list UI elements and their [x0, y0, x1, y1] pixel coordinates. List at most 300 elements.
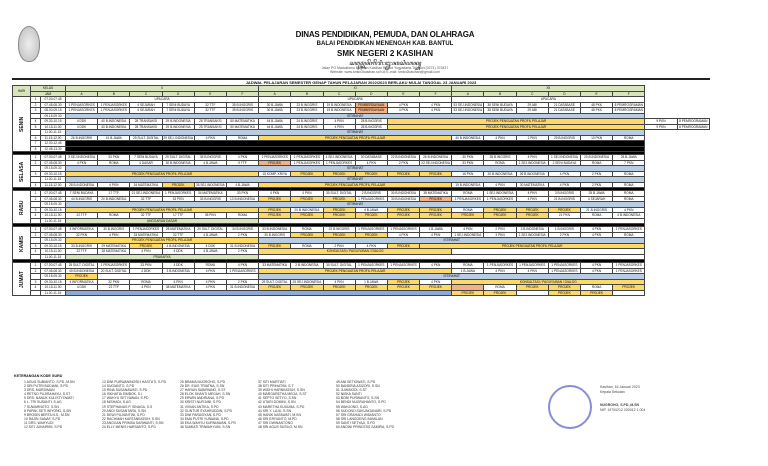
- teacher-code-entry: 8 PAPAK SETI WIYONO, S.SN: [24, 408, 71, 413]
- lesson-cell: 33 PKN: [130, 263, 162, 269]
- lesson-cell: 4 PKN: [452, 227, 484, 233]
- teacher-code-entry: 44 SRI Y. LAJU, S.SN: [258, 408, 292, 413]
- lesson-cell: 4 PKN: [387, 102, 419, 108]
- lesson-cell: PROJEK PENGUATAN PROFIL PELAJAR: [259, 268, 452, 274]
- office-name: BALAI PENDIDIKAN MENENGAH KAB. BANTUL: [316, 41, 454, 47]
- lesson-cell: 30 B.JAWA: [259, 102, 291, 108]
- lesson-cell: 25 TRANSAKSI: [194, 124, 226, 130]
- lesson-cell: 30 B.INGGRIS: [259, 232, 291, 238]
- lesson-time: 11.15-12.00: [41, 182, 66, 188]
- teacher-code-entry: 58 SRI LANGGENG BUMILAN: [336, 416, 383, 421]
- lesson-cell: PROJEK: [323, 213, 355, 219]
- lesson-cell: 4 PKN: [323, 279, 355, 285]
- lesson-cell: 4 SEJARAH: [581, 196, 613, 202]
- teacher-code-entry: 13 DWI PURWANINGSIH HASTUTI, S.PD: [102, 380, 167, 384]
- lesson-cell: ROMA: [452, 263, 484, 269]
- lesson-time: 07.45-08.30: [41, 160, 66, 166]
- lesson-cell: PROJEK: [259, 285, 291, 291]
- lesson-cell: 41 B.JAWA: [98, 135, 130, 141]
- lesson-time: 07.00-07.45: [41, 263, 66, 269]
- lesson-hour: 4: [31, 119, 41, 125]
- lesson-cell: PROJEK PENGUATAN PROFIL PELAJAR: [66, 207, 259, 213]
- lesson-cell: ROMA: [581, 160, 613, 166]
- lesson-cell: 24 B.INGGRIS: [291, 119, 323, 125]
- lesson-cell: 9 PKN: [645, 119, 677, 125]
- lesson-cell: 4 PKN: [613, 207, 645, 213]
- lesson-cell: 8 PEMROGRAMAN: [677, 119, 709, 125]
- teacher-code-entry: 30 KRISTI NUR'AINI, S.PD: [180, 400, 221, 405]
- lesson-cell: 35 SEJ.INDONESIA: [195, 182, 225, 187]
- lesson-hour: 2: [31, 232, 41, 238]
- lesson-hour: 1: [31, 227, 41, 233]
- lesson-time: 08.30-09.15: [41, 108, 66, 114]
- lesson-cell: 20 B.INDONESIA: [98, 196, 130, 202]
- lesson-cell: 40 B.INDONESIA: [66, 268, 98, 274]
- col-header-hour: JAM: [31, 91, 66, 97]
- lesson-cell: 1 B.INGGRIS: [548, 227, 580, 233]
- lesson-cell: 44 B.JAWA: [259, 119, 291, 125]
- teacher-code-entry: 1 AGUS SUBIANTO, S.PD.,M.SN: [24, 380, 75, 384]
- lesson-hour: 3: [31, 171, 41, 177]
- lesson-cell: 4 PKN: [548, 182, 580, 188]
- lesson-cell: PROJEK: [613, 285, 645, 291]
- teacher-code-entry: 18 MISHADI, S.AG: [102, 400, 131, 405]
- lesson-cell: PROJEK PENGUATAN PROFIL PELAJAR: [387, 124, 645, 130]
- lesson-cell: 4 DASAR: [130, 160, 162, 166]
- lesson-cell: PROJEK: [259, 196, 291, 202]
- teacher-code-entry: 10 RAJIN SANAF, S.PD: [24, 416, 61, 421]
- lesson-hour: 1: [31, 97, 41, 103]
- lesson-cell: 4 PKN: [420, 263, 452, 269]
- lesson-cell: 1 SEJ.INDONESIA: [484, 191, 516, 197]
- lesson-cell: 28 MATEMATIKA: [98, 249, 130, 255]
- lesson-cell: 20 B.INDONESIA: [581, 155, 613, 161]
- lesson-cell: 4 PKN: [516, 191, 548, 197]
- lesson-cell: 35 PKN: [194, 213, 226, 219]
- lesson-cell: PROJEK: [581, 290, 613, 296]
- lesson-hour: 2: [31, 268, 41, 274]
- signatory-name: NUGROHO, S.PD.,M.SN: [600, 403, 640, 407]
- teacher-code-entry: 55 WAHJONO, S.AG: [336, 404, 368, 409]
- lesson-cell: ANGGARAN DASAR: [66, 218, 259, 224]
- lesson-cell: 2 PKN: [581, 182, 613, 188]
- lesson-cell: 21 PKN: [548, 213, 580, 219]
- lesson-cell: 2 PKN: [548, 232, 580, 238]
- lesson-cell: 21 DATABASE: [548, 108, 580, 114]
- lesson-cell: ROMA: [452, 207, 484, 213]
- lesson-cell: 33 PKN: [452, 160, 484, 166]
- lesson-time: 07.45-08.30: [41, 102, 66, 108]
- lesson-cell: 1 PENJASORKES: [66, 102, 98, 108]
- teacher-code-entry: 7 SUWARNOTO, S.SN: [24, 404, 59, 409]
- signatory-nip: NIP. 19700212 200012 1 004: [600, 408, 646, 412]
- lesson-cell: 7 SENI BUDAYA: [162, 108, 194, 114]
- grade-header: X: [66, 86, 259, 92]
- lesson-time: 09.15-09.30: [41, 113, 66, 119]
- class-header: E: [581, 91, 613, 97]
- lesson-cell: 29 SULT. DIGITAL: [130, 135, 162, 141]
- lesson-cell: 30 DATABASE: [355, 155, 387, 161]
- lesson-cell: 1 PENJASORKES: [613, 263, 645, 269]
- lesson-cell: 1 PENJASORKES: [66, 108, 98, 114]
- signature-block: [600, 385, 645, 413]
- lesson-cell: 9 TTF: [226, 160, 258, 166]
- teacher-code-entry: 11 DRS. WAHYUDI: [24, 420, 54, 425]
- lesson-cell: 50 MATEMATIKA: [226, 124, 258, 130]
- lesson-cell: 25 B.JAWA: [613, 155, 645, 161]
- lesson-cell: 35 B.INGGRIS: [226, 108, 258, 114]
- lesson-cell: 48 PKK: [581, 102, 613, 108]
- lesson-cell: 1 PENJASORKES: [613, 227, 645, 233]
- lesson-cell: 31 B.INDONESIA: [226, 243, 258, 249]
- teacher-code-entry: 56 SUDONO SUKUNGANARI, S.PD: [336, 408, 392, 413]
- lesson-cell: 21 B.INGGRIS: [548, 196, 580, 202]
- schedule-row: [13, 155, 710, 161]
- lesson-time: 09.30-10.15: [41, 279, 66, 285]
- lesson-time: 07.00-07.45: [41, 155, 66, 161]
- lesson-cell: [613, 290, 645, 296]
- lesson-hour: 3: [31, 279, 41, 285]
- lesson-cell: 1 B.JAWA: [452, 268, 484, 274]
- lesson-time: 09.15-09.30: [41, 166, 66, 172]
- lesson-cell: 1 PENJASORKES: [484, 263, 516, 269]
- lesson-cell: 30 B.INDONESIA: [162, 160, 194, 166]
- lesson-cell: 17 TTF: [98, 191, 130, 197]
- lesson-cell: 1 PENJASORKES: [516, 263, 548, 269]
- lesson-cell: PROJEK: [387, 171, 419, 177]
- lesson-cell: 16 PKN: [452, 171, 484, 177]
- lesson-cell: 4 PKN: [194, 285, 226, 291]
- lesson-cell: 1 PENJASORKES: [355, 263, 387, 269]
- lesson-cell: 33 B.INDONESIA: [259, 227, 291, 233]
- lesson-cell: KONSULTASI / PAGUYUBAN / DIALOG: [452, 279, 645, 285]
- lesson-cell: 2 B.INDONESIA: [291, 263, 323, 269]
- lesson-cell: 4 DDK: [66, 285, 98, 291]
- lesson-cell: PROJEK: [516, 207, 548, 213]
- class-header: E: [194, 91, 226, 97]
- lesson-cell: 1 SEJ.INDONESIA: [548, 155, 580, 161]
- lesson-cell: 1 B.JAWA: [355, 279, 387, 285]
- lesson-cell: 33 B.INGGRIS: [66, 243, 98, 249]
- lesson-cell: PROJEK: [259, 160, 291, 166]
- lesson-cell: 4 PKN: [194, 279, 226, 285]
- schedule-row: [13, 196, 710, 202]
- class-header: E: [387, 91, 419, 97]
- lesson-cell: 4 DDK: [66, 119, 98, 125]
- teacher-code-entry: 19 STEPHANUS P. SINAGA, S.S: [102, 404, 153, 409]
- lesson-cell: 44 B.INGGRIS: [66, 196, 98, 202]
- lesson-hour: 2: [31, 196, 41, 202]
- lesson-cell: PROJEK PENGUATAN PROFIL PELAJAR: [259, 182, 452, 188]
- teacher-code-entry: 41 SEPTO SETYO, S.SN: [258, 396, 297, 401]
- teacher-code-entry: 14 SUGIANTO, S.PD: [102, 384, 135, 389]
- lesson-cell: 4 SEJARAH: [130, 108, 162, 114]
- lesson-cell: ROMA: [130, 279, 162, 285]
- lesson-cell: 2 PKN: [484, 227, 516, 233]
- lesson-time: 11.00-11.15: [41, 254, 66, 260]
- lesson-cell: 2 PKN: [226, 279, 258, 285]
- teacher-code-entry: 38 SITI PRIHATINI, S.T: [258, 384, 294, 389]
- lesson-cell: 1 B.JAWA: [420, 227, 452, 233]
- lesson-cell: 2 PKN: [323, 243, 355, 249]
- teacher-code-entry: 57 SRI GRAHADI WIDIANTO: [336, 412, 381, 417]
- lesson-cell: 22 B.INGGRIS: [323, 227, 355, 233]
- lesson-cell: 1 SEJ.INDONESIA: [516, 232, 548, 238]
- teacher-code-entry: 60 ANDINI PRINCESS SAMIRA, S.PD: [336, 425, 395, 430]
- lesson-cell: 29 B.INDONESIA: [162, 124, 194, 130]
- teacher-code-entry: 49 ANI SETIOWATI, S.PD: [336, 380, 376, 384]
- lesson-cell: PROJEK: [420, 171, 452, 177]
- address-line: Jalan PG Madukismo Bugisan Kasihan Bantul Yogyakarta Telepon (0274) 379437: [321, 66, 449, 70]
- lesson-cell: ROMA: [484, 160, 516, 166]
- lesson-cell: 30 B.INDONESIA: [387, 196, 419, 202]
- lesson-cell: 1 PENJASORKES: [452, 196, 484, 202]
- teacher-code-entry: 21 DEWI PUJIANTINI, S.PD: [102, 412, 145, 417]
- signature-role: Kepala Sekolah: [600, 390, 625, 394]
- lesson-cell: PROJEK: [452, 290, 484, 296]
- schedule-title: JADWAL PELAJARAN SEMESTER GENAP TAHUN PELAJARAN 2022/2023 BERLAKU MULAI TANGGAL 23 JANUARI 2023: [245, 80, 477, 85]
- lesson-cell: 1 PENJASORKES: [98, 108, 130, 114]
- class-header: F: [226, 91, 258, 97]
- lesson-cell: PROJEK: [291, 232, 323, 238]
- lesson-cell: 30 MATEMATIKA: [516, 182, 548, 188]
- lesson-cell: 3 PKN: [484, 232, 516, 238]
- break-band: ISTIRAHAT: [66, 166, 645, 172]
- teacher-code-entry: 27 HARUN SABIRIANO, S.ST: [180, 388, 226, 393]
- lesson-cell: 34 MATEMATIKA: [130, 182, 162, 188]
- lesson-cell: PROJEK: [323, 207, 355, 213]
- lesson-cell: 2 B.INGGRIS: [355, 191, 387, 197]
- lesson-cell: PROJEK: [484, 213, 516, 219]
- lesson-time: 10.15-11.00: [41, 213, 66, 219]
- lesson-cell: ROMA: [226, 135, 258, 141]
- legend-column: [258, 380, 336, 429]
- teacher-code-entry: 42 UTARI DOMINI, S.SN: [258, 400, 296, 405]
- lesson-cell: 28 B.INGGRIS: [355, 124, 387, 130]
- teacher-code-entry: 12 SITI JUHAIRINI, S.PD: [24, 425, 63, 430]
- lesson-cell: 22 TTF: [98, 285, 130, 291]
- lesson-cell: 22 B.INDONESIA: [387, 155, 419, 161]
- class-header: A: [66, 91, 98, 97]
- lesson-time: 09.30-10.15: [41, 243, 66, 249]
- lesson-hour: 3: [31, 243, 41, 249]
- lesson-time: 07.00-07.45: [41, 227, 66, 233]
- lesson-hour: 4: [31, 182, 41, 188]
- lesson-time: 09.15-09.30: [41, 274, 66, 280]
- lesson-cell: 4 PKN: [420, 279, 452, 285]
- class-header: D: [548, 91, 580, 97]
- lesson-cell: 4 PKN: [581, 263, 613, 269]
- class-header: D: [162, 91, 194, 97]
- teacher-code-entry: 34 EMA PUTRI YUNIANA, S.PD: [180, 416, 229, 421]
- lesson-cell: 4 DDK: [194, 243, 226, 249]
- lesson-cell: 7 SENI BUDAYA: [66, 191, 98, 197]
- teacher-code-entry: 24 ELLY MENIS HARSANTO, S.PD: [102, 425, 156, 430]
- lesson-cell: PROJEK: [387, 285, 419, 291]
- lesson-cell: 1 PENJASORKES: [226, 268, 258, 274]
- lesson-cell: 32 PKN: [66, 232, 98, 238]
- lesson-cell: 4 PKN: [226, 263, 258, 269]
- lesson-cell: 28 TRANSAKSI: [130, 124, 162, 130]
- lesson-cell: 17 TTF: [162, 213, 194, 219]
- lesson-cell: ROMA: [98, 160, 130, 166]
- lesson-cell: 26 B.INDONESIA: [516, 171, 548, 177]
- teacher-code-entry: 6 L. TRI SUSANTI, S.AG: [24, 400, 62, 405]
- teacher-code-entry: 28 ELOK SHANTI MEGAH, S.SN: [180, 392, 231, 397]
- lesson-cell: 4 DDK: [162, 249, 194, 255]
- lesson-cell: 25 B.JAWA: [581, 191, 613, 197]
- lesson-cell: ROMA: [226, 213, 258, 219]
- day-label: SENIN: [13, 97, 31, 152]
- lesson-cell: 24 B.INGGRIS: [291, 124, 323, 130]
- lesson-cell: 4 PKN: [484, 182, 516, 188]
- lesson-cell: ROMA: [581, 213, 613, 219]
- teacher-code-entry: 22 RACHMAH KARTANINGSIH, S.SN: [102, 416, 160, 421]
- lesson-cell: PROJEK: [420, 285, 452, 291]
- lesson-cell: 9 PKN: [645, 124, 677, 130]
- lesson-cell: 30 PKN: [452, 155, 484, 161]
- lesson-cell: UPACARA: [452, 97, 645, 103]
- lesson-cell: 4 PKN: [98, 182, 130, 188]
- lesson-cell: 30 SULT. DIGITAL: [323, 191, 355, 197]
- lesson-cell: ROMA: [291, 227, 323, 233]
- lesson-cell: 4 PKN: [355, 243, 387, 249]
- lesson-cell: 8 PEMROGRAMAN: [614, 102, 643, 107]
- lesson-cell: 4 DDK: [162, 263, 194, 269]
- lesson-cell: 29 ABI: [516, 108, 548, 114]
- lesson-cell: ROMA: [291, 243, 323, 249]
- lesson-cell: ROMA: [613, 196, 645, 202]
- lesson-cell: 19 B.INDONESIA: [323, 102, 355, 108]
- teacher-code-entry: 39 WIDHI HARNINGSIH, S.SN: [258, 388, 305, 393]
- teacher-code-entry: 32 GUNTUR SYAHRUDDIN, S.PD: [180, 408, 233, 413]
- lesson-hour: 1: [31, 263, 41, 269]
- lesson-cell: 30 SULT. DIGITAL: [323, 263, 355, 269]
- lesson-cell: 4 DDK: [130, 268, 162, 274]
- lesson-cell: 4 SEJ.INDONESIA: [323, 155, 355, 161]
- lesson-cell: 4 PKN: [387, 232, 419, 238]
- col-header-day: HARI: [13, 86, 31, 97]
- lesson-cell: 4 B.JAWA: [194, 160, 226, 166]
- lesson-cell: 1 PENJASORKES: [387, 227, 419, 233]
- lesson-cell: PROJEK PENGUATAN PROFIL PELAJAR: [66, 171, 259, 177]
- lesson-cell: PROJEK: [387, 279, 419, 285]
- lesson-cell: 32 TTF: [194, 102, 226, 108]
- lesson-cell: 34 MATEMATIKA: [194, 191, 226, 197]
- lesson-cell: 4 PKN: [548, 171, 580, 177]
- lesson-cell: 4 B.INDONESIA: [613, 213, 645, 219]
- day-label: JUMAT: [13, 263, 31, 296]
- lesson-cell: PROJEK: [259, 207, 291, 213]
- lesson-cell: 4 B.JAWA: [355, 207, 387, 213]
- lesson-cell: 19 B.INDONESIA: [323, 108, 355, 114]
- lesson-hour: 4: [31, 213, 41, 219]
- lesson-cell: 29 B.INDONESIA: [162, 119, 194, 125]
- lesson-time: 11.00-11.15: [41, 290, 66, 296]
- lesson-time: 09.30-10.15: [41, 171, 66, 177]
- lesson-cell: PROJEK PENGUATAN PROFIL PELAJAR: [259, 135, 452, 141]
- teacher-code-entry: 54 BENDI NUGRAHANTO, S.PD: [336, 400, 386, 405]
- lesson-cell: PRAKARYA: [66, 254, 259, 260]
- class-header: F: [420, 91, 452, 97]
- lesson-time: 12.45-13.30: [41, 146, 66, 152]
- teacher-code-entry: 3 DRS. MURDIMAN: [24, 388, 55, 393]
- lesson-cell: PROJEK: [484, 207, 516, 213]
- teacher-code-entry: 47 SRI DWINANTONO: [258, 420, 293, 425]
- lesson-cell: 30 B.JAWA: [259, 108, 291, 114]
- lesson-cell: 4 PKN: [98, 232, 130, 238]
- lesson-cell: 33 MATEMATIKA: [130, 232, 162, 238]
- teacher-code-entry: 36 SUMIATI TRIWAHYUNI, S.SN: [180, 425, 231, 430]
- lesson-cell: PROJEK: [452, 213, 484, 219]
- lesson-cell: 4 PKN: [130, 285, 162, 291]
- lesson-time: 09.30-10.15: [41, 207, 66, 213]
- lesson-cell: PROJEK: [548, 207, 580, 213]
- teacher-code-entry: 15 RINA SUSANAWATI, S.PD: [102, 388, 148, 393]
- class-header: D: [355, 91, 387, 97]
- lesson-hour: 2: [31, 102, 41, 108]
- lesson-cell: PROJEK: [66, 274, 98, 280]
- lesson-cell: 3 B.INGGRIS: [548, 191, 580, 197]
- lesson-cell: PROJEK: [420, 196, 452, 202]
- lesson-cell: 13 B.INDONESIA: [226, 196, 258, 202]
- lesson-cell: 7 SENI BUDAYA: [130, 155, 162, 161]
- lesson-cell: PROJEK: [484, 290, 516, 296]
- lesson-cell: PROJEK: [548, 290, 580, 296]
- lesson-cell: 32 TTF: [194, 108, 226, 114]
- lesson-cell: 29 SEJ. INDONESIA: [163, 135, 193, 140]
- lesson-cell: 28 TRANSAKSI: [130, 119, 162, 125]
- lesson-cell: 4 PKN: [420, 102, 452, 108]
- lesson-hour: 3: [31, 207, 41, 213]
- lesson-hour: 4: [31, 249, 41, 255]
- lesson-hour: 5: [31, 124, 41, 130]
- lesson-cell: 32 TTF: [130, 213, 162, 219]
- lesson-time: 11.15-12.00: [41, 135, 66, 141]
- lesson-cell: 23 B.INGGRIS: [291, 102, 323, 108]
- lesson-cell: 23 B.INGGRIS: [291, 108, 323, 114]
- lesson-time: 07.00-07.45: [41, 97, 66, 103]
- lesson-cell: PROJEK: [323, 171, 355, 177]
- class-header: F: [613, 91, 645, 97]
- class-header: B: [291, 91, 323, 97]
- contact-line: Website: www.smkn2kasihan.sch.id E-mail: smkn2kasihan@gmail.com: [329, 70, 441, 74]
- school-address: [200, 66, 570, 74]
- school-stamp: [548, 385, 592, 429]
- class-header: A: [259, 91, 291, 97]
- lesson-cell: 31 B.INDONESIA: [226, 285, 258, 291]
- lesson-cell: PROJEK PENGUATAN PROFIL PELAJAR: [66, 238, 259, 244]
- legend-column: [24, 380, 102, 429]
- lesson-time: 10.15-11.00: [41, 124, 66, 130]
- lesson-cell: 4 PKN: [516, 268, 548, 274]
- lesson-cell: ROMA: [613, 191, 645, 197]
- lesson-cell: 33 B.INGGRIS: [194, 196, 226, 202]
- lesson-cell: 25 SULT. DIGITAL: [66, 263, 98, 269]
- lesson-cell: 1 PENJASORKES: [613, 268, 645, 274]
- lesson-cell: 4 PKN: [484, 135, 516, 141]
- teacher-code-entry: 59 SANTI SETYAJI, S.PD: [336, 420, 375, 425]
- lesson-cell: 4 B.JAWA: [226, 182, 258, 188]
- lesson-hour: [31, 290, 41, 296]
- class-header: B: [98, 91, 130, 97]
- teacher-code-entry: 9 BROSIN BERTA N.S., M.SN: [24, 412, 70, 417]
- lesson-cell: 33 PKN: [162, 196, 194, 202]
- lesson-cell: 1 PENJASORKES: [98, 263, 130, 269]
- lesson-cell: 38 SENI BUDAYA: [484, 108, 516, 114]
- signature-place-date: Kasihan, 16 Januari 2023: [600, 385, 640, 389]
- lesson-cell: PEMBERDAYAAN: [355, 102, 387, 108]
